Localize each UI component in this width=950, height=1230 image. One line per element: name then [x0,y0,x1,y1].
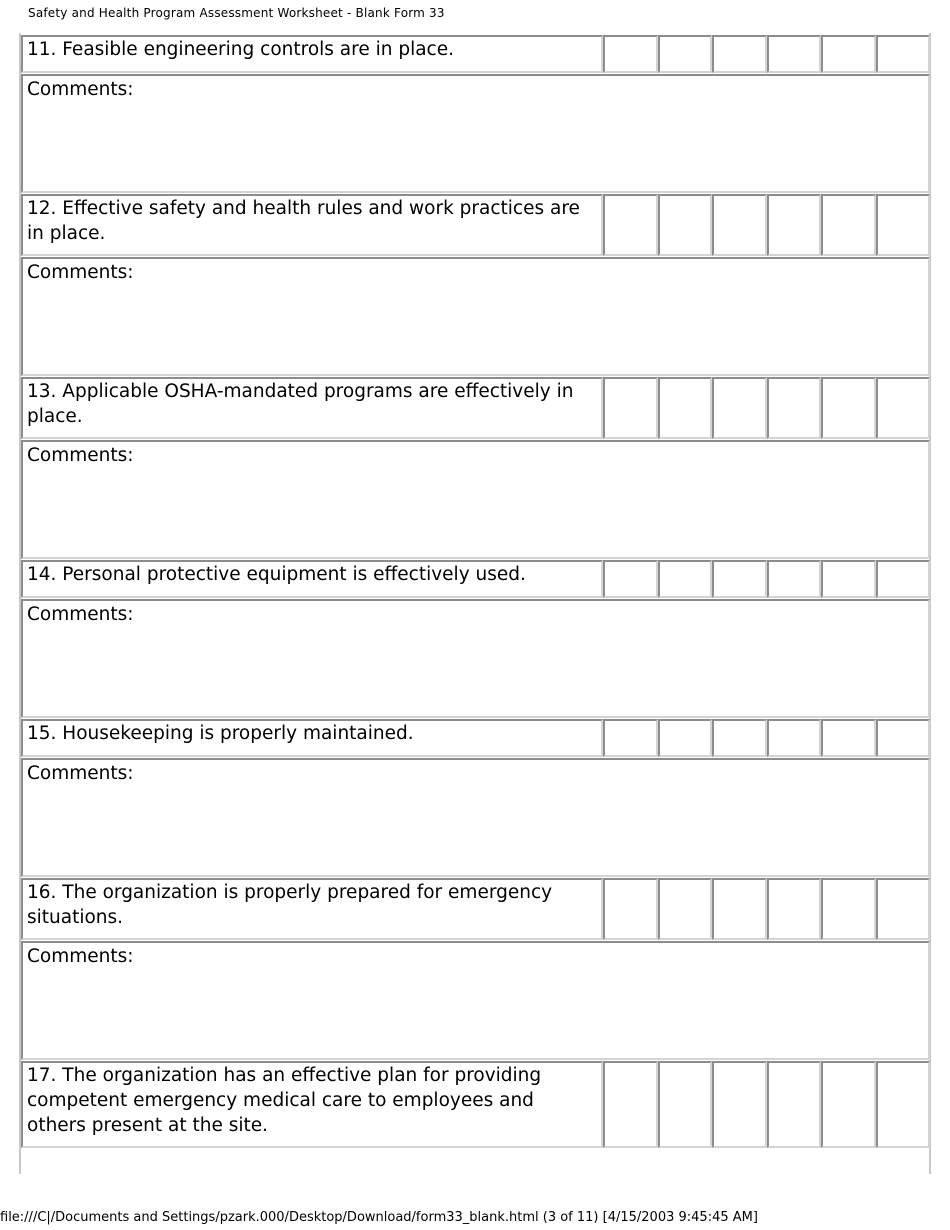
rating-box[interactable] [712,377,767,439]
rating-box[interactable] [603,560,658,598]
rating-box[interactable] [603,1061,658,1148]
comments-row-16 [21,941,930,1060]
rating-box[interactable] [603,878,658,940]
question-text: 16. The organization is properly prepared for emergency situations. [21,878,603,940]
rating-box[interactable] [876,560,931,598]
comments-label: Comments: [27,763,134,784]
question-row-17 [21,1061,930,1148]
question-row-13 [21,377,930,439]
rating-box[interactable] [876,377,931,439]
rating-box[interactable] [603,719,658,757]
rating-box[interactable] [767,719,822,757]
rating-box[interactable] [876,35,931,73]
comments-field[interactable] [21,758,930,877]
rating-box[interactable] [767,377,822,439]
comments-field[interactable] [21,599,930,718]
comments-row-13 [21,440,930,559]
rating-box[interactable] [712,194,767,256]
comments-field[interactable] [21,74,930,193]
rating-box[interactable] [821,35,876,73]
question-text: 17. The organization has an effective plan for providing competent emergency medical care to employees and others present at the site. [21,1061,603,1148]
rating-box[interactable] [821,377,876,439]
question-row-12 [21,194,930,256]
rating-box[interactable] [712,719,767,757]
rating-box[interactable] [712,878,767,940]
rating-box[interactable] [767,1061,822,1148]
comments-row-15 [21,758,930,877]
rating-box[interactable] [767,878,822,940]
question-row-15 [21,719,930,757]
comments-field[interactable] [21,257,930,376]
page-footer-path: file:///C|/Documents and Settings/pzark.000/Desktop/Download/form33_blank.html (3 of 11) [4/15/2003 9:45:45 AM] [0,1210,758,1225]
question-text: 11. Feasible engineering controls are in place. [21,35,603,73]
rating-box[interactable] [658,719,713,757]
question-text: 13. Applicable OSHA-mandated programs are effectively in place. [21,377,603,439]
comments-label: Comments: [27,262,134,283]
assessment-table [21,34,930,1149]
rating-box[interactable] [658,194,713,256]
rating-box[interactable] [603,35,658,73]
comments-label: Comments: [27,445,134,466]
rating-box[interactable] [658,878,713,940]
rating-box[interactable] [603,377,658,439]
rating-box[interactable] [712,35,767,73]
rating-box[interactable] [821,194,876,256]
rating-box[interactable] [767,35,822,73]
rating-box[interactable] [876,194,931,256]
rating-box[interactable] [658,35,713,73]
question-row-14 [21,560,930,598]
comments-label: Comments: [27,79,134,100]
comments-label: Comments: [27,604,134,625]
rating-box[interactable] [876,1061,931,1148]
question-row-11 [21,35,930,73]
question-text: 15. Housekeeping is properly maintained. [21,719,603,757]
page-header-title: Safety and Health Program Assessment Worksheet - Blank Form 33 [28,6,445,20]
rating-box[interactable] [876,719,931,757]
comments-row-11 [21,74,930,193]
rating-box[interactable] [876,878,931,940]
question-row-16 [21,878,930,940]
comments-row-12 [21,257,930,376]
comments-field[interactable] [21,440,930,559]
rating-box[interactable] [767,560,822,598]
question-text: 12. Effective safety and health rules and work practices are in place. [21,194,603,256]
comments-row-14 [21,599,930,718]
rating-box[interactable] [712,560,767,598]
rating-box[interactable] [658,377,713,439]
rating-box[interactable] [712,1061,767,1148]
rating-box[interactable] [603,194,658,256]
rating-box[interactable] [821,878,876,940]
rating-box[interactable] [767,194,822,256]
rating-box[interactable] [658,560,713,598]
rating-box[interactable] [821,560,876,598]
rating-box[interactable] [821,1061,876,1148]
rating-box[interactable] [658,1061,713,1148]
question-text: 14. Personal protective equipment is effectively used. [21,560,603,598]
comments-field[interactable] [21,941,930,1060]
comments-label: Comments: [27,946,134,967]
rating-box[interactable] [821,719,876,757]
